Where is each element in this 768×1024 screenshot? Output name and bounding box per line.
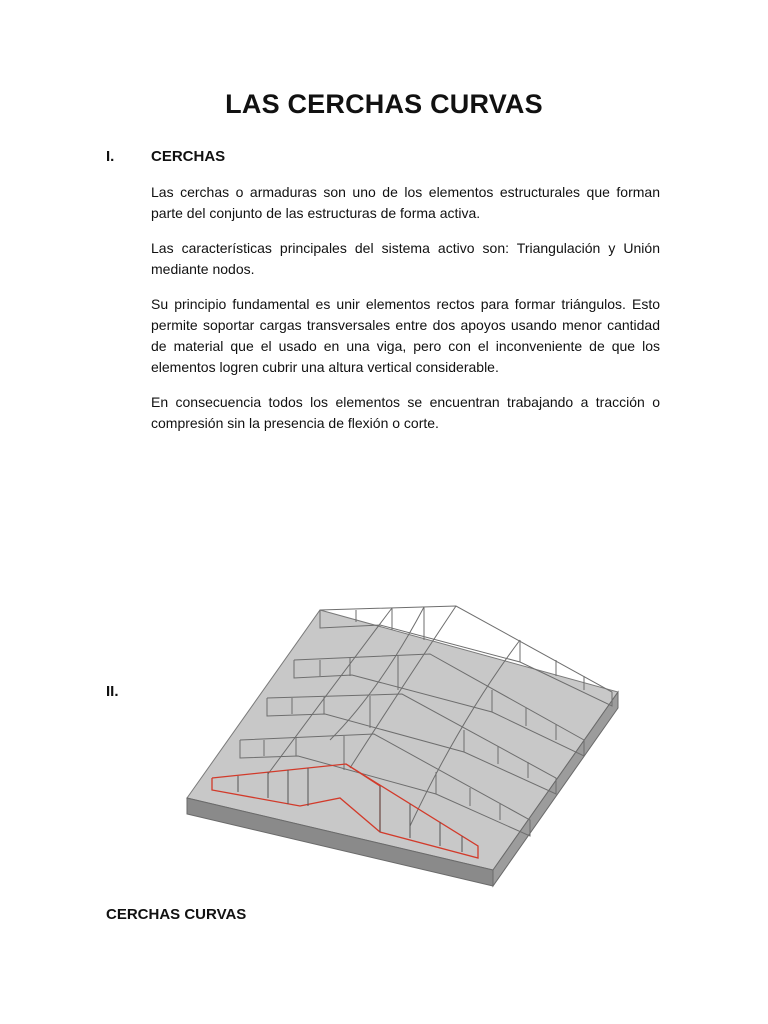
page-title: LAS CERCHAS CURVAS xyxy=(225,89,543,119)
paragraph-4: En consecuencia todos los elementos se encuentran trabajando a tracción o compresión sin la presencia de flexión o corte. xyxy=(151,394,660,431)
paragraph-1: Las cerchas o armaduras son uno de los elementos estructurales que forman parte del conjunto de las estructuras de forma activa. xyxy=(151,184,660,221)
section-2-number: II. xyxy=(106,683,119,700)
section-1-number: I. xyxy=(106,148,115,165)
section-2-heading: CERCHAS CURVAS xyxy=(106,906,247,923)
section-1-heading: CERCHAS xyxy=(151,148,226,165)
curved-truss-figure xyxy=(180,600,620,890)
paragraph-3: Su principio fundamental es unir elementos rectos para formar triángulos. Esto permite soportar cargas transversales entre dos apoyos usando menor cantidad de material que el usado en una viga, pero con el inconveniente de que los elementos logren cubrir una altura vertical considerable. xyxy=(151,296,660,375)
paragraph-2: Las características principales del sistema activo son: Triangulación y Unión mediante nodos. xyxy=(151,240,660,277)
slab-top xyxy=(187,610,618,870)
